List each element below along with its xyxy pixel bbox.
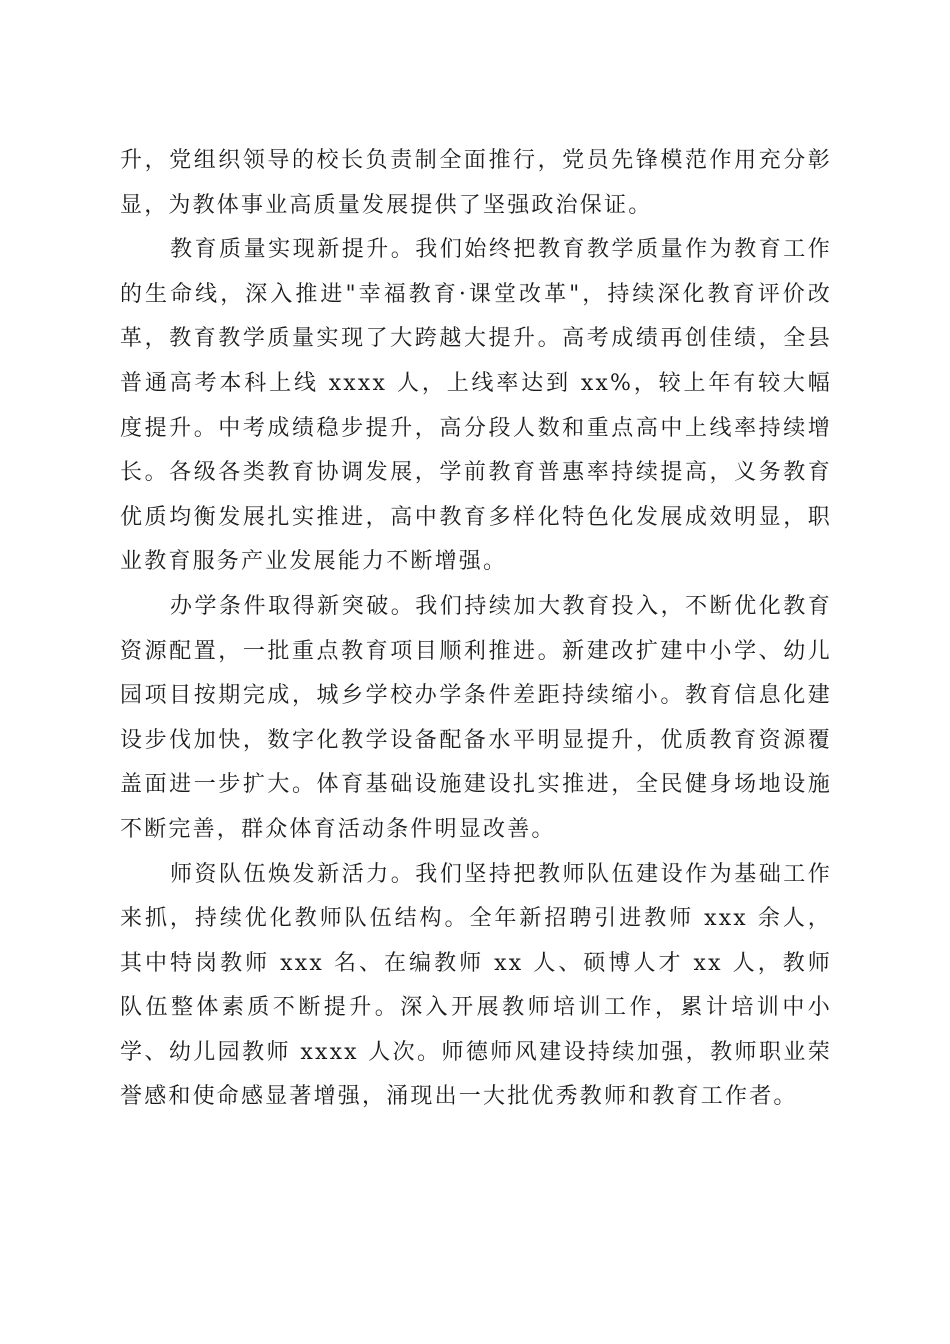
document-body <box>120 139 832 1120</box>
paragraph-continued: 升，党组织领导的校长负责制全面推行，党员先锋模范作用充分彰显，为教体事业高质量发展提供了坚强政治保证。 <box>120 148 832 218</box>
paragraph-school-conditions: 办学条件取得新突破。我们持续加大教育投入，不断优化教育资源配置，一批重点教育项目顺利推进。新建改扩建中小学、幼儿园项目按期完成，城乡学校办学条件差距持续缩小。教育信息化建设步伐加快，数字化教学设备配备水平明显提升，优质教育资源覆盖面进一步扩大。体育基础设施建设扎实推进，全民健身场地设施不断完善，群众体育活动条件明显改善。 <box>120 593 832 842</box>
paragraph-teaching-staff: 师资队伍焕发新活力。我们坚持把教师队伍建设作为基础工作来抓，持续优化教师队伍结构。全年新招聘引进教师 xxx 余人，其中特岗教师 xxx 名、在编教师 xx 人、硕博人才 xx 人，教师队伍整体素质不断提升。深入开展教师培训工作，累计培训中小学、幼儿园教师 xxxx 人次。师德师风建设持续加强，教师职业荣誉感和使命感显著增强，涌现出一大批优秀教师和教育工作者。 <box>120 861 832 1110</box>
paragraph-education-quality: 教育质量实现新提升。我们始终把教育教学质量作为教育工作的生命线，深入推进"幸福教育·课堂改革"，持续深化教育评价改革，教育教学质量实现了大跨越大提升。高考成绩再创佳绩，全县普通高考本科上线 xxxx 人，上线率达到 xx%，较上年有较大幅度提升。中考成绩稳步提升，高分段人数和重点高中上线率持续增长。各级各类教育协调发展，学前教育普惠率持续提高，义务教育优质均衡发展扎实推进，高中教育多样化特色化发展成效明显，职业教育服务产业发展能力不断增强。 <box>120 237 832 575</box>
